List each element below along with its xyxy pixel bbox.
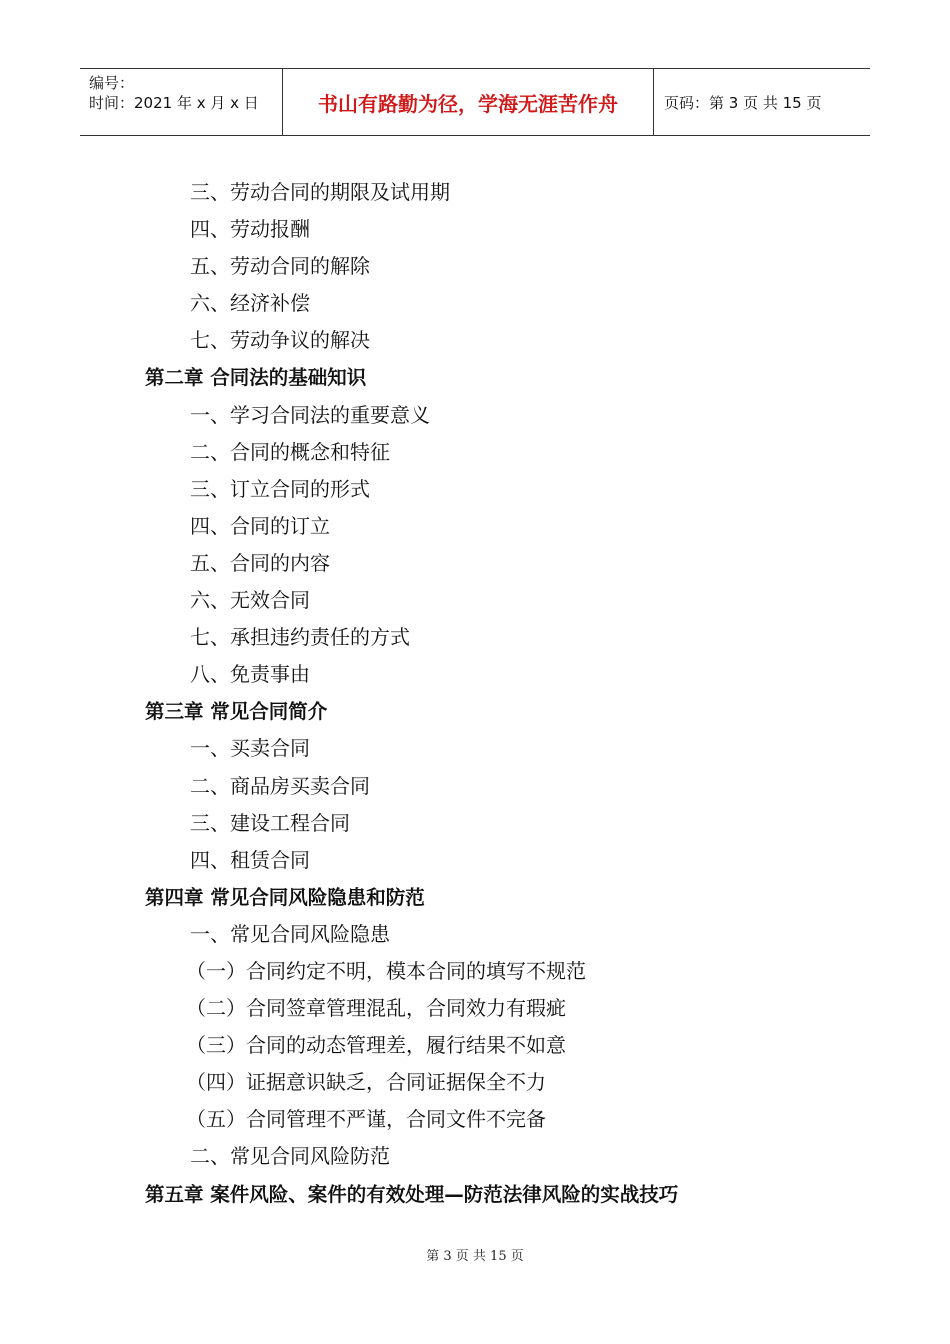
- header-meta-cell: [80, 69, 283, 135]
- toc-subitem: （二）合同签章管理混乱，合同效力有瑕疵: [186, 996, 566, 1021]
- toc-item: 四、合同的订立: [190, 513, 330, 538]
- toc-item: 三、建设工程合同: [190, 810, 350, 835]
- page-info: 页码：第 3 页 共 15 页: [664, 93, 822, 112]
- toc-item: 四、劳动报酬: [190, 217, 310, 242]
- toc-subitem: （一）合同约定不明，模本合同的填写不规范: [186, 958, 586, 983]
- toc-item: 七、劳动争议的解决: [190, 328, 370, 353]
- toc-item: 八、免责事由: [190, 662, 310, 687]
- toc-item: 三、劳动合同的期限及试用期: [190, 180, 450, 204]
- toc-item: 二、商品房买卖合同: [190, 773, 370, 798]
- toc-subitem: （四）证据意识缺乏，合同证据保全不力: [186, 1070, 546, 1095]
- toc-item: 五、劳动合同的解除: [190, 254, 370, 279]
- toc-item: 四、租赁合同: [190, 847, 310, 872]
- footer-page-number: 第 3 页 共 15 页: [426, 1249, 524, 1264]
- toc-item: 一、学习合同法的重要意义: [190, 402, 430, 427]
- toc-item: 六、无效合同: [190, 588, 310, 613]
- header-page-cell: [654, 69, 870, 135]
- toc-item: 五、合同的内容: [190, 550, 330, 575]
- toc-content: [0, 174, 950, 1213]
- toc-item: 二、常见合同风险防范: [190, 1144, 390, 1169]
- number-label: 编号：: [89, 74, 135, 92]
- page-footer: [0, 1245, 950, 1264]
- toc-item: 七、承担违约责任的方式: [190, 625, 410, 650]
- chapter-heading: 第二章 合同法的基础知识: [145, 366, 367, 390]
- chapter-heading: 第三章 常见合同简介: [145, 700, 328, 724]
- time-label: 时间：2021 年 x 月 x 日: [89, 94, 259, 112]
- toc-item: 六、经济补偿: [190, 291, 310, 316]
- chapter-heading: 第五章 案件风险、案件的有效处理—防范法律风险的实战技巧: [145, 1182, 679, 1206]
- header-motto-cell: [283, 69, 654, 135]
- header-table: [80, 68, 870, 136]
- toc-subitem: （五）合同管理不严谨，合同文件不完备: [186, 1107, 546, 1132]
- toc-item: 一、常见合同风险隐患: [190, 921, 390, 946]
- toc-item: 三、订立合同的形式: [190, 476, 370, 501]
- toc-item: 二、合同的概念和特征: [190, 439, 390, 464]
- toc-item: 一、买卖合同: [190, 736, 310, 761]
- motto-text: 书山有路勤为径，学海无涯苦作舟: [318, 91, 618, 116]
- toc-subitem: （三）合同的动态管理差，履行结果不如意: [186, 1033, 566, 1058]
- chapter-heading: 第四章 常见合同风险隐患和防范: [145, 885, 425, 909]
